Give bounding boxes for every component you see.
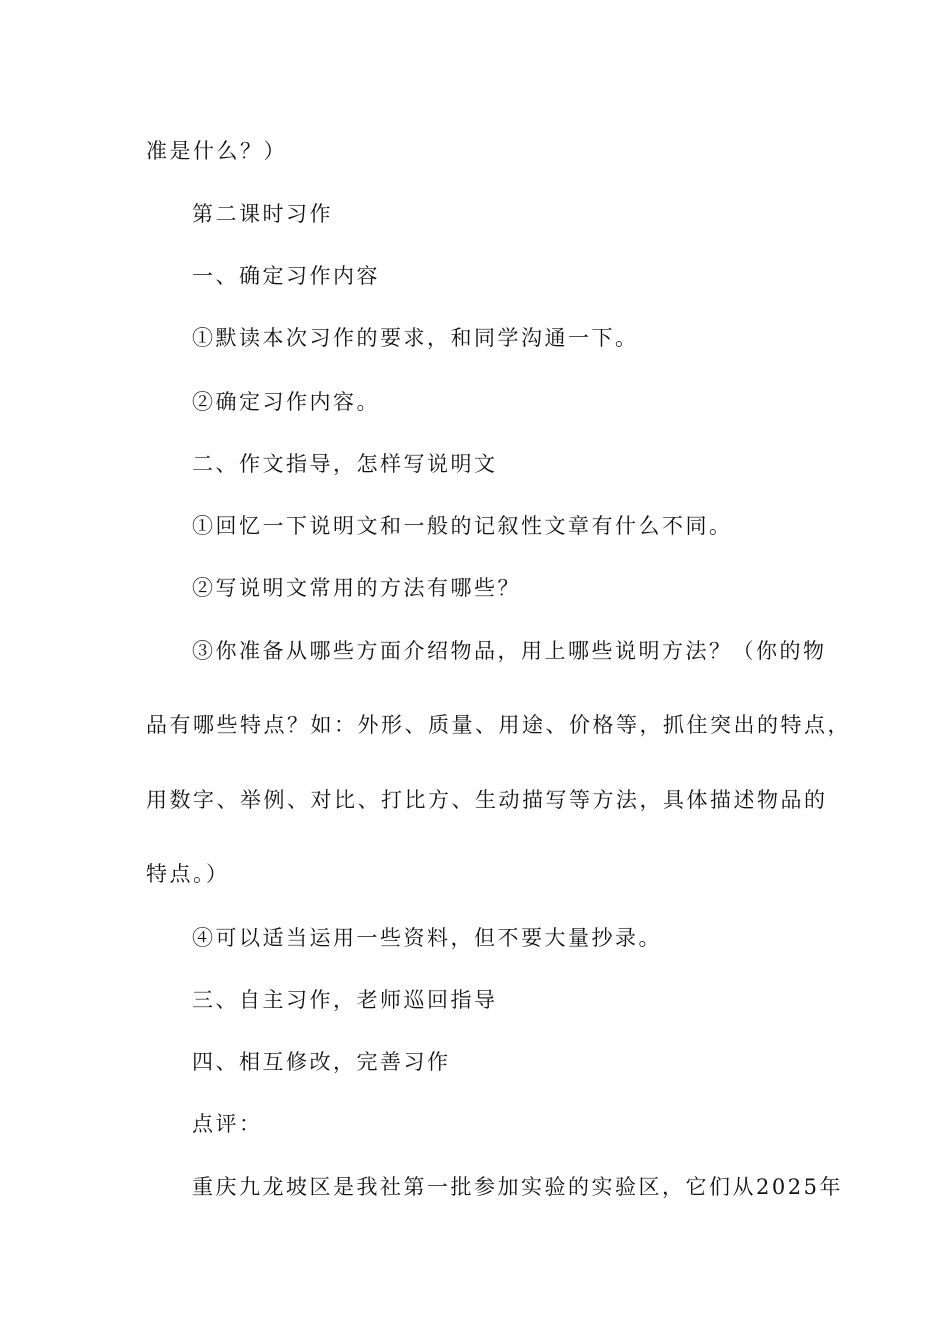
- section-title-lesson-two: 第二课时习作: [192, 202, 333, 226]
- heading-step-one: 一、确定习作内容: [192, 264, 380, 288]
- paragraph-line: 特点。）: [146, 862, 230, 886]
- heading-step-three: 三、自主习作，老师巡回指导: [192, 988, 498, 1012]
- heading-step-four: 四、相互修改，完善习作: [192, 1050, 451, 1074]
- comment-paragraph-line: 重庆九龙坡区是我社第一批参加实验的实验区，它们从2025年: [192, 1175, 843, 1199]
- list-item-1-1: ①默读本次习作的要求，和同学沟通一下。: [192, 326, 639, 350]
- paragraph-line: 品有哪些特点？如：外形、质量、用途、价格等，抓住突出的特点，: [146, 713, 851, 737]
- comment-label: 点评：: [192, 1112, 263, 1136]
- heading-step-two: 二、作文指导，怎样写说明文: [192, 452, 498, 476]
- text-line-continuation: 准是什么？）: [146, 139, 287, 163]
- list-item-2-2: ②写说明文常用的方法有哪些？: [192, 576, 521, 600]
- list-item-2-4: ④可以适当运用一些资料，但不要大量抄录。: [192, 926, 662, 950]
- list-item-2-1: ①回忆一下说明文和一般的记叙性文章有什么不同。: [192, 514, 733, 538]
- paragraph-line: 用数字、举例、对比、打比方、生动描写等方法，具体描述物品的: [146, 788, 828, 812]
- list-item-1-2: ②确定习作内容。: [192, 390, 380, 414]
- list-item-2-3: ③你准备从哪些方面介绍物品，用上哪些说明方法？（你的物: [192, 639, 827, 663]
